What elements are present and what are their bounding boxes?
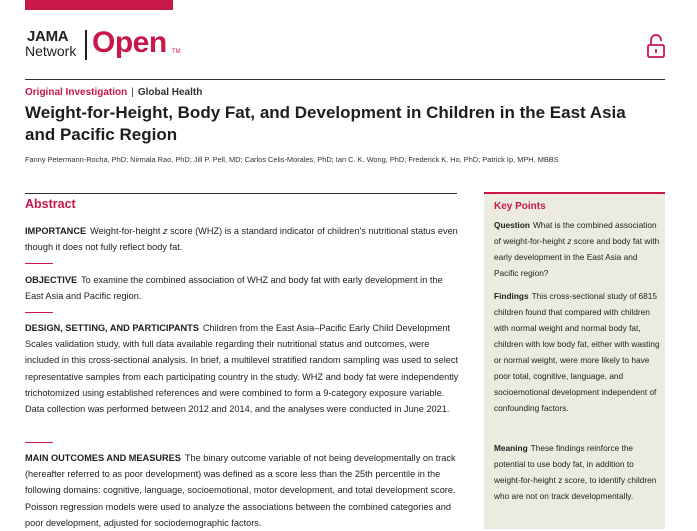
findings-label: Findings — [494, 291, 529, 301]
abstract-design — [25, 320, 460, 417]
key-points-question — [494, 217, 660, 281]
key-points-meaning — [494, 440, 660, 504]
article-category — [25, 87, 202, 99]
category-secondary[interactable]: Global Health — [137, 87, 203, 98]
abstract-importance — [25, 223, 460, 255]
design-text: Children from the East Asia–Pacific Early Child Development Scales validation study, with full data available regarding their nutritional status and outcomes, were included in this cross-sectional analysis. In brief, a multilevel stratified random sampling was used to select representative samples from each participating country in the study. WHZ and body fat were independently trichotomized using established references and were combined to form a 9-category exposure variable. Data collection was performed between 2012 and 2014, and the analyses were conducted in June 2021. — [25, 323, 459, 415]
abstract-objective — [25, 272, 460, 304]
findings-text: This cross-sectional study of 6815 children found that compared with children with normal weight and normal body fat, children with low body fat, either with wasting or normal weight, were more likely to have poor total, cognitive, language, and socioemotional development independent of confounding factors. — [494, 291, 660, 413]
category-primary[interactable]: Original Investigation — [25, 87, 128, 98]
importance-label: IMPORTANCE — [25, 226, 87, 236]
objective-label: OBJECTIVE — [25, 275, 78, 285]
objective-text: To examine the combined association of WHZ and body fat with early development in the East Asia and Pacific region. — [25, 275, 443, 302]
key-points-findings — [494, 288, 660, 416]
abstract-outcomes — [25, 450, 460, 531]
open-lock-icon — [646, 33, 666, 59]
question-text-b: score and body fat with early development in the East Asia and Pacific region? — [494, 236, 660, 278]
abstract-rule — [25, 193, 457, 194]
logo-open-text: Open — [92, 26, 167, 59]
key-points-heading: Key Points — [494, 201, 546, 212]
meaning-text: These findings reinforce the potential to use body fat, in addition to weight-for-height z score, to identify children who are not on track developmentally. — [494, 443, 657, 501]
meaning-label: Meaning — [494, 443, 528, 453]
section-divider — [25, 312, 53, 313]
jama-network-open-logo[interactable] — [25, 27, 225, 63]
section-divider — [25, 442, 53, 443]
question-label: Question — [494, 220, 530, 230]
outcomes-label: MAIN OUTCOMES AND MEASURES — [25, 453, 181, 463]
header-rule — [25, 79, 665, 80]
importance-text-a: Weight-for-height — [90, 226, 163, 236]
logo-divider — [85, 30, 87, 60]
logo-jama-text: JAMA — [27, 28, 69, 45]
logo-network-text: Network — [25, 43, 77, 59]
question-text-a: What is the combined association of weight-for-height — [494, 220, 657, 246]
article-title: Weight-for-Height, Body Fat, and Development in Children in the East Asia and Pacific Region — [25, 103, 626, 144]
abstract-heading: Abstract — [25, 197, 76, 211]
logo-trademark: TM — [172, 49, 181, 55]
outcomes-text: The binary outcome variable of not being developmentally on track (hereafter referred to as poor development) was defined as a score less than the 25th percentile in the following domains: cognitive, language, socioemotional, motor development, and total development score. Poisson regression models were used to analyze the associations between the combined categories and poor development, adjusted for sociodemographic factors. — [25, 453, 456, 528]
question-z: z — [567, 236, 572, 246]
category-separator: | — [131, 87, 134, 98]
design-label: DESIGN, SETTING, AND PARTICIPANTS — [25, 323, 199, 333]
importance-z: z — [162, 226, 168, 236]
section-divider — [25, 263, 53, 264]
journal-top-bar — [25, 0, 173, 10]
importance-text-b: score (WHZ) is a standard indicator of children's nutritional status even though it does not fully reflect body fat. — [25, 226, 458, 253]
author-list: Fanny Petermann-Rocha, PhD; Nirmala Rao, PhD; Jill P. Pell, MD; Carlos Celis-Morales, PhD; Ian C. K. Wong, PhD; Frederick K. Ho, PhD; Patrick Ip, MPH, MBBS — [25, 155, 559, 164]
